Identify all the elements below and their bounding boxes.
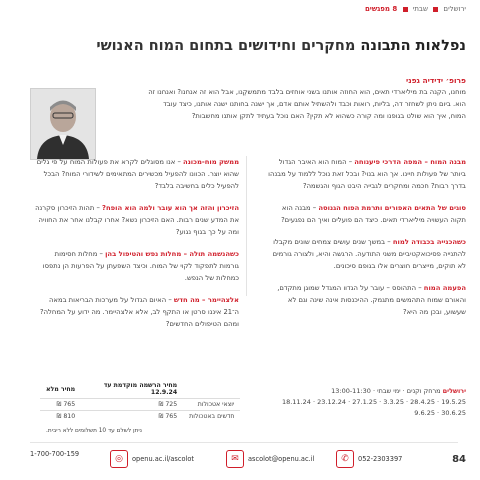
day-label: שבתי [412,5,428,13]
topic-item: ממשק מוח-מכונה – אנו מסוגלים לקרא את פעולות המוח על פי גלים שהוא יוצר. הכוונו להפעיל מכשירים המתאימים לשידורי המוח? הבכל להפעיל כלים בחשיבה בלבד? [36,158,239,190]
topic-item: מבנה המוח – המפה הדרכי פיענוחה – המוח הוא האיבר הגדול ביותר של פעולות חיינו. אך הוא בנוי? ובכל זאת נוכל ללמוד על מבנהו בדרך רבות? חכמה ומחקרים לגבייה היבט הגוף והגשמה? [268,158,466,190]
topic-item: אלצהיימר – מה חדש – האיום הגדול על מערכות הבריאות במאה ה־21 איננו סרטן או התקף לב, אלא אלצהיימר. מה ידוע על המחלה? ומהם הטיפולים החדשים? [39,296,239,328]
price-header-blank [183,380,240,399]
phone-icon: ✆ [336,450,354,468]
topic-label: אלצהיימר – מה חדש [173,296,239,304]
topic-text: מחלות חסימות גורמות לתפקוד לקוי של המוח. וכיצד השפעתן על הפרעות הן נתפסו כמחלות של הנפש. [42,250,239,282]
title-rest: מחקרים וחידושים בתחום המוח האנושי [96,38,356,54]
topics-right-column [268,156,466,328]
phone-number[interactable]: 1-700-700-159 [30,450,80,458]
topic-text: התהוסס – עובר על הגדוו המגדל שמוגן מתקדם, והאורם שמוח התהמשים מתגמק. ההיכנסות אינה שינה וגם לא שעשוע, ובכן מה היא? [277,284,466,316]
topic-text: במשך שנים עושים צמחים שונים מקבלו להתנייה פסיכואקטיביים משני התודעה. הרגשה והיא, ולצורה גורמים לא תוקים, מייצרים חוצרים אלו בגופם סיכונים. [272,238,466,270]
schedule-dates-2: 30.6.25 · 9.6.25 [414,409,466,417]
top-breadcrumb [363,5,466,13]
price-early-value: 765 ₪ [81,411,183,423]
separator-square [433,7,438,12]
title-highlight: נפלאות התבונה [360,38,466,54]
schedule-block [256,386,466,419]
price-row-label: חדשים באטכולות [183,411,240,423]
column-divider [246,156,247,296]
schedule-dates-1: 19.5.25 · 28.4.25 · 3.3.25 · 27.1.25 · 23.12.24 · 18.11.24 [281,398,466,406]
separator-square [403,7,408,12]
topic-label: מבנה המוח – המפה הדרכי פיענוחה [354,158,466,166]
meetings-count: 8 מפגשים [364,5,398,13]
price-table [40,380,240,422]
topic-label: ממשק מוח-מכונה [183,158,239,166]
city-label: ירושלים [443,5,466,13]
price-full-value: 810 ₪ [40,411,81,423]
footer-divider [30,442,458,443]
lecturer-photo [30,88,96,160]
page-number: 84 [452,454,466,465]
schedule-line [256,386,466,397]
topic-text: תהות הזיכרון סקרנה את המדע שנים רבות. האם הזיכרון נשא? אחרו קבלנו אחר את החוויה ומה על כך בגוף נגוע? [35,204,239,236]
topic-item: הזיכרון והזה אך הוא עובר ולמה הוא הופח? – תהות הזיכרון סקרנה את המדע שנים רבות. האם הזיכרון נשא? אחרו קבלנו אחר את החוויה ומה על כך בגוף נגוע? [35,204,239,236]
price-header-row [40,380,240,399]
schedule-place: ירושלים [442,387,466,395]
topic-text: מבנה הוא תקוה העשויה מיליארדי תאים. כיצד הם פועלים ואיך הם נפגעים? [281,204,466,224]
price-full-value: 765 ₪ [40,399,81,411]
table-row [40,411,240,423]
lecturer-name: פרופ׳ ידידיה גפני [406,76,466,85]
email-link[interactable]: ascolot@openu.ac.il [248,455,315,463]
topic-text: המוח הוא האיבר הגדול ביותר של פעולות חיינו. אך הוא בנוי? ובכל זאת נוכל ללמוד על מבנהו בדרך רבות? חכמה ומחקרים לגבייה היבט הגוף והגשמה? [268,158,466,190]
installments-note: ניתן לשלם עד 10 תשלומים ללא ריבית. [46,428,142,434]
topic-item: הפעמה המוח – התהוסס – עובר על הגדוו המגדל שמוגן מתקדם, והאורם שמוח התהמשים מתגמק. ההיכנסות אינה שינה וגם לא שעשוע, ובכן מה היא? [277,284,466,316]
topic-label: כשהנשמה תולה – מחלות נפש והטיפול בהן [105,250,239,258]
mobile-number[interactable]: 052-2303397 [358,455,403,463]
phone-contact[interactable] [30,450,79,458]
topic-item: סוגים של התאים האפורים ותרמת הפוח הגנוסה – מבנה הוא תקוה העשויה מיליארדי תאים. כיצד הם פועלים ואיך הם נפגעים? [281,204,466,224]
intro-paragraph: מוחנו, הקִנה בת מיליארדי תאים, הוא החוזה אותנו בשני אוחזים בלבד מתמשקֶנו, אבל הוא זה אנחנו? ואנחנו זה הוא. ביום ניתן לשחזר דה, בליות, רואות וכבד ולהשתיל אותם אדם, אך ישנה בחותנו ישנה אותנו, כיצד עובד המוח, איך הוא שולט בגופנו ומה קורה כשהוא לא תקין? האם נוכל בעתיד לתקן אותנו מחשבות? [148,88,466,120]
topic-item: כשהנשמה תולה – מחלות נפש והטיפול בהן – מחלות חסימות גורמות לתפקוד לקוי של המוח. וכיצד השפעתן על הפרעות הן נתפסו כמחלות של הנפש. [42,250,239,282]
price-header-early: מחיר הרשמה מוקדמת עד 12.9.24 [103,382,178,396]
globe-icon: ◎ [110,450,128,468]
topic-label: הפעמה המוח [423,284,466,292]
topic-text: האיום הגדול על מערכות הבריאות במאה ה־21 איננו סרטן או התקף לב, אלא אלצהיימר. מה ידוע על המחלה? ומהם הטיפולים החדשים? [39,296,239,328]
email-contact[interactable] [226,450,314,468]
table-row [40,399,240,411]
mail-icon: ✉ [226,450,244,468]
mobile-contact[interactable] [336,450,402,468]
topic-text: אנו מסוגלים לקרא את פעולות המוח על פי גלים שהוא יוצר. הכוונו להפעיל מכשירים המתאימים לשידורי המוח? הבכל להפעיל כלים בחשיבה בלבד? [36,158,239,190]
portrait-icon [31,89,95,159]
topics-left-column [34,156,239,340]
schedule-details: מרחק וקנים · ימי שבתי · 13:00-11:30 [331,387,441,395]
topic-label: הזיכרון והזה אך הוא עובר ולמה הוא הופח? [102,204,239,212]
price-header-full: מחיר מלא [46,385,76,393]
topic-label: כשהכנייה בכבודה למוח [392,238,466,246]
website-link[interactable]: openu.ac.il/ascolot [132,455,194,463]
page-title [96,38,466,54]
topic-label: סוגים של התאים האפורים ותרמת הפוח הגנוסה [318,204,466,212]
price-early-value: 725 ₪ [81,399,183,411]
price-row-label: יוצאי אטכולות [183,399,240,411]
topic-item: כשהכנייה בכבודה למוח – במשך שנים עושים צמחים שונים מקבלו להתנייה פסיכואקטיביים משני התודעה. הרגשה והיא, ולצורה גורמים לא תוקים, מייצרים חוצרים אלו בגופם סיכונים. [272,238,466,270]
website-contact[interactable] [110,450,194,468]
